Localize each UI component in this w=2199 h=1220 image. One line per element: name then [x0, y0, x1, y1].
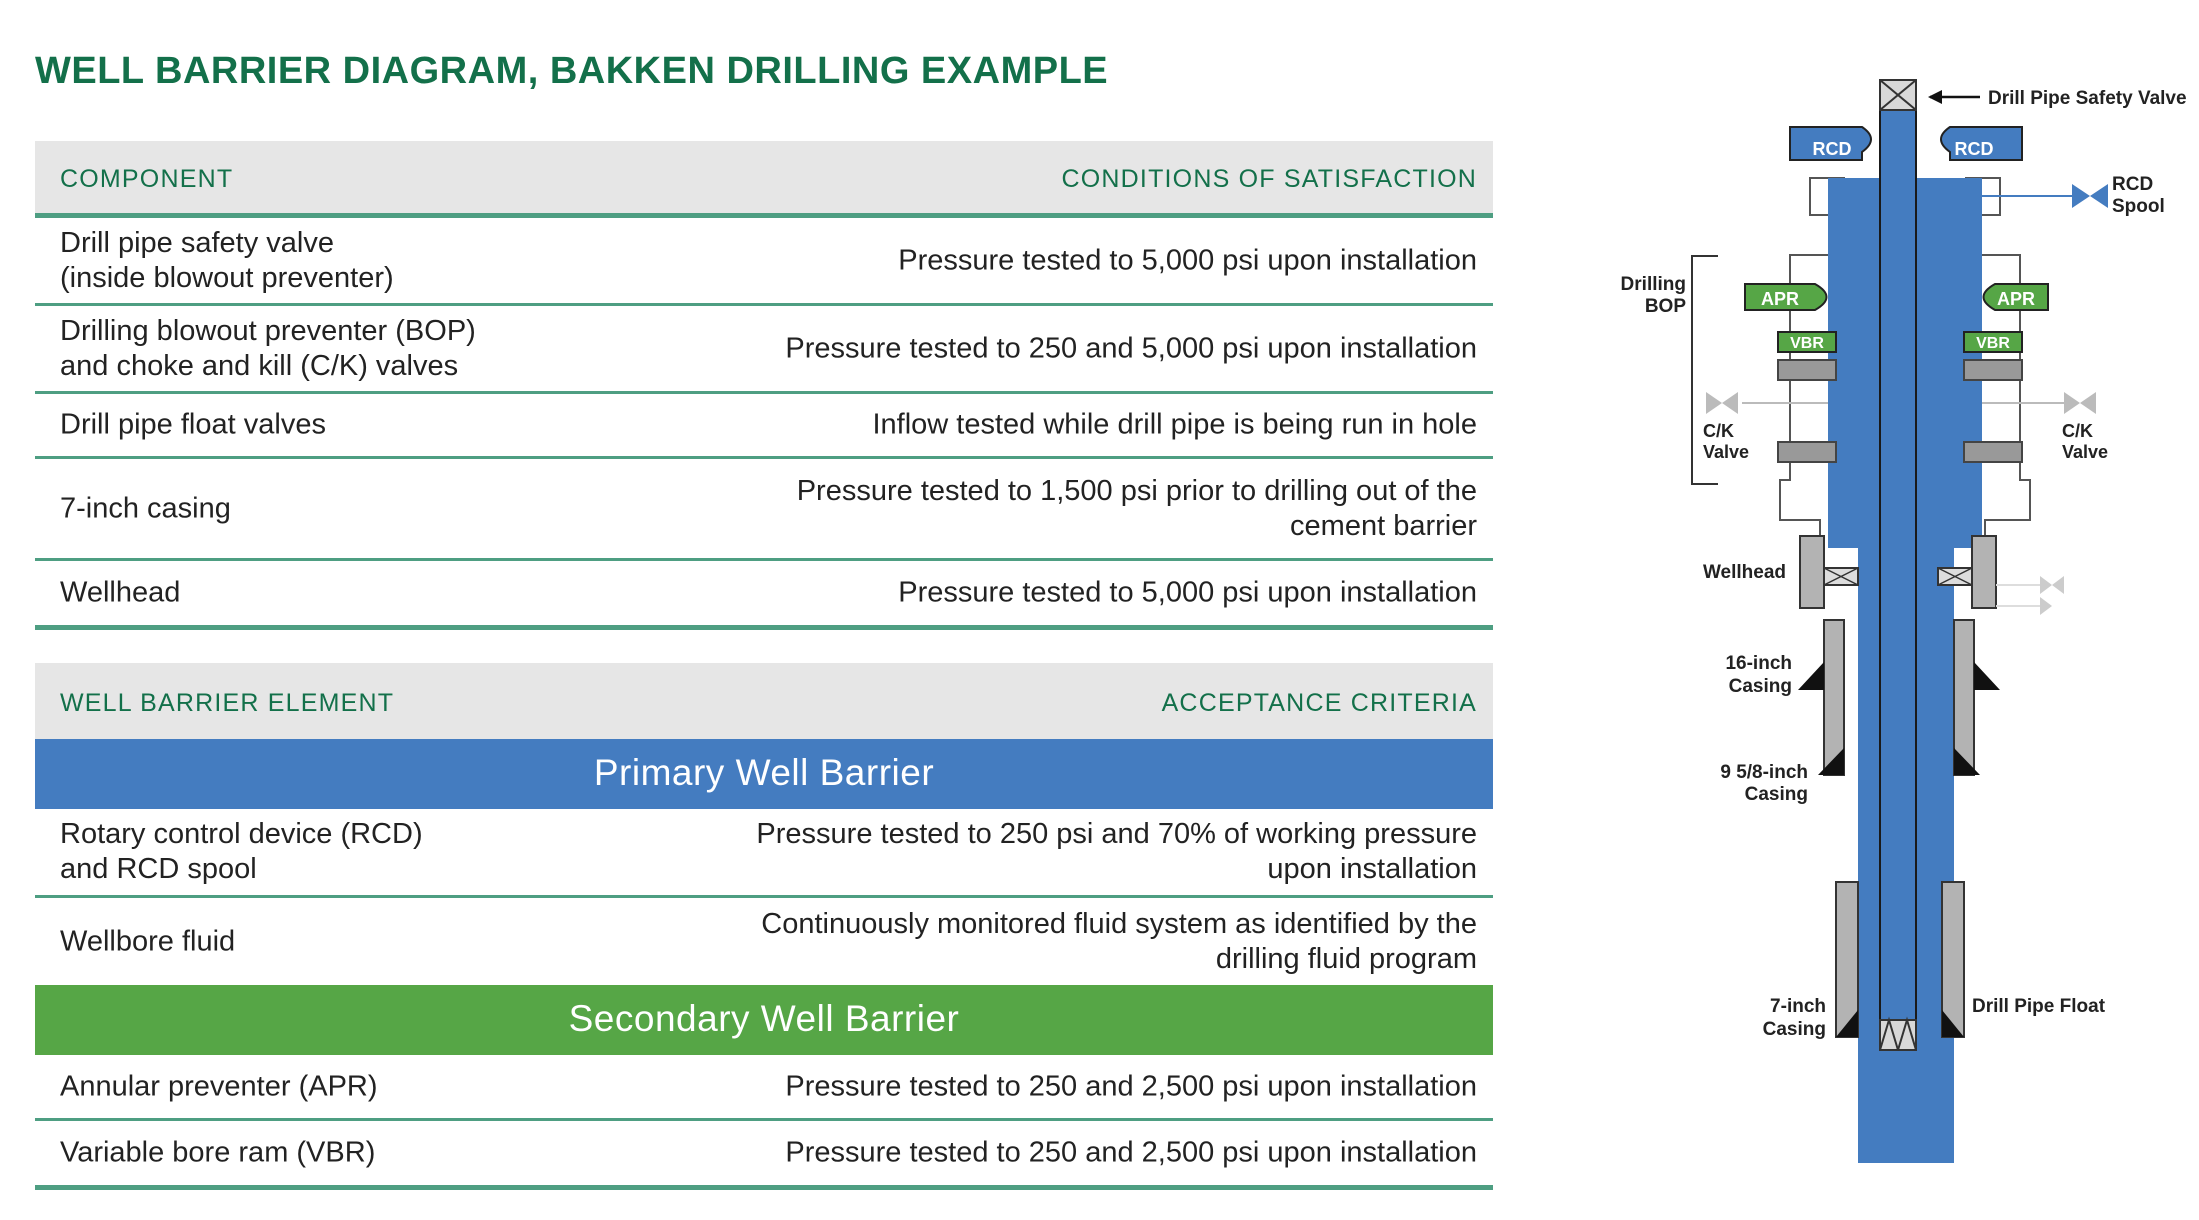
condition-cell: Inflow tested while drill pipe is being run in hole — [872, 408, 1477, 441]
condition-cell: Pressure tested to 1,500 psi prior to drilling out of the cement barrier — [796, 474, 1477, 542]
element-cell: Variable bore ram (VBR) — [60, 1136, 376, 1169]
component-table-header — [35, 141, 1493, 218]
condition-cell: Pressure tested to 5,000 psi upon installation — [898, 244, 1477, 276]
ck-valve-right-icon — [2064, 392, 2096, 414]
element-cell: Annular preventer (APR) — [60, 1070, 378, 1102]
table-row — [35, 809, 1493, 898]
table-row — [35, 218, 1493, 306]
label-apr-left: APR — [1760, 289, 1800, 309]
criteria-cell: Pressure tested to 250 psi and 70% of working pressure upon installation — [756, 818, 1477, 885]
wellhead-valve-lower-icon — [2040, 597, 2064, 615]
label-rcd-left: RCD — [1812, 139, 1852, 159]
ram-upper-left — [1778, 360, 1836, 380]
header-element: WELL BARRIER ELEMENT — [60, 689, 395, 717]
condition-cell: Pressure tested to 5,000 psi upon installation — [898, 576, 1477, 609]
barrier-table-header — [35, 663, 1493, 739]
table-row — [35, 898, 1493, 985]
label-casing7-1: 7-inch — [1770, 996, 1826, 1017]
label-ck-left-2: Valve — [1703, 442, 1750, 462]
label-casing958-1: 9 5/8-inch — [1720, 762, 1808, 783]
label-ck-right-2: Valve — [2062, 442, 2109, 462]
label-apr-right: APR — [1996, 289, 2036, 309]
header-criteria: ACCEPTANCE CRITERIA — [1161, 689, 1477, 717]
wellhead-valve-upper-icon — [2040, 576, 2064, 594]
casing-16-shoe-left — [1798, 662, 1824, 690]
wellhead-outlet-lines — [1996, 585, 2040, 606]
label-vbr-left: VBR — [1790, 335, 1824, 352]
component-cell: 7-inch casing — [60, 492, 231, 524]
table-row — [35, 459, 1493, 561]
component-cell: Drilling blowout preventer (BOP) and choke and kill (C/K) valves — [60, 314, 476, 382]
table-row — [35, 306, 1493, 394]
component-cell: Drill pipe safety valve (inside blowout preventer) — [60, 226, 394, 294]
wellhead-right — [1972, 536, 1996, 608]
left-arrow-icon — [1928, 90, 1942, 104]
label-rcd-spool-2: Spool — [2112, 196, 2165, 217]
casing-7-left — [1836, 882, 1858, 1037]
secondary-barrier-band: Secondary Well Barrier — [35, 985, 1493, 1055]
casing-7-right — [1942, 882, 1964, 1037]
label-drilling-bop-1: Drilling — [1620, 274, 1686, 295]
label-wellhead: Wellhead — [1702, 562, 1786, 583]
label-drill-pipe-float: Drill Pipe Float — [1972, 996, 2106, 1017]
table-row — [35, 561, 1493, 630]
label-ck-right-1: C/K — [2062, 421, 2093, 441]
label-rcd-spool-1: RCD — [2112, 174, 2154, 195]
label-ck-left-1: C/K — [1703, 421, 1734, 441]
label-casing16-2: Casing — [1728, 676, 1792, 697]
criteria-cell: Pressure tested to 250 and 2,500 psi upon installation — [785, 1070, 1477, 1102]
label-casing958-2: Casing — [1744, 784, 1808, 805]
criteria-cell: Pressure tested to 250 and 2,500 psi upon installation — [785, 1136, 1477, 1169]
component-cell: Drill pipe float valves — [60, 408, 326, 441]
ram-lower-right — [1964, 442, 2022, 462]
label-casing16-1: 16-inch — [1725, 653, 1792, 674]
label-vbr-right: VBR — [1976, 335, 2010, 352]
ram-lower-left — [1778, 442, 1836, 462]
casing-16-shoe-right — [1974, 662, 2000, 690]
table-row — [35, 1121, 1493, 1190]
component-cell: Wellhead — [60, 576, 181, 609]
element-cell: Wellbore fluid — [60, 925, 236, 957]
component-table — [35, 141, 1493, 630]
label-rcd-right: RCD — [1954, 139, 1994, 159]
table-row — [35, 394, 1493, 459]
page-title: WELL BARRIER DIAGRAM, BAKKEN DRILLING EXAMPLE — [35, 50, 1109, 92]
ck-valve-left-icon — [1706, 392, 1738, 414]
drill-pipe — [1880, 110, 1916, 1022]
table-row — [35, 1055, 1493, 1121]
condition-cell: Pressure tested to 250 and 5,000 psi upon installation — [785, 332, 1477, 364]
criteria-cell: Continuously monitored fluid system as identified by the drilling fluid program — [761, 907, 1477, 975]
wellhead-left — [1800, 536, 1824, 608]
ram-upper-right — [1964, 360, 2022, 380]
rcd-spool-valve-icon — [2072, 184, 2108, 208]
element-cell: Rotary control device (RCD) and RCD spool — [60, 818, 423, 885]
label-casing7-2: Casing — [1762, 1019, 1826, 1040]
header-component: COMPONENT — [60, 165, 234, 193]
well-barrier-diagram — [1600, 70, 2199, 1180]
primary-barrier-band: Primary Well Barrier — [35, 739, 1493, 809]
label-safety-valve: Drill Pipe Safety Valve — [1988, 88, 2187, 109]
header-conditions: CONDITIONS OF SATISFACTION — [1061, 165, 1477, 193]
barrier-table — [35, 663, 1493, 1190]
label-drilling-bop-2: BOP — [1644, 296, 1686, 317]
